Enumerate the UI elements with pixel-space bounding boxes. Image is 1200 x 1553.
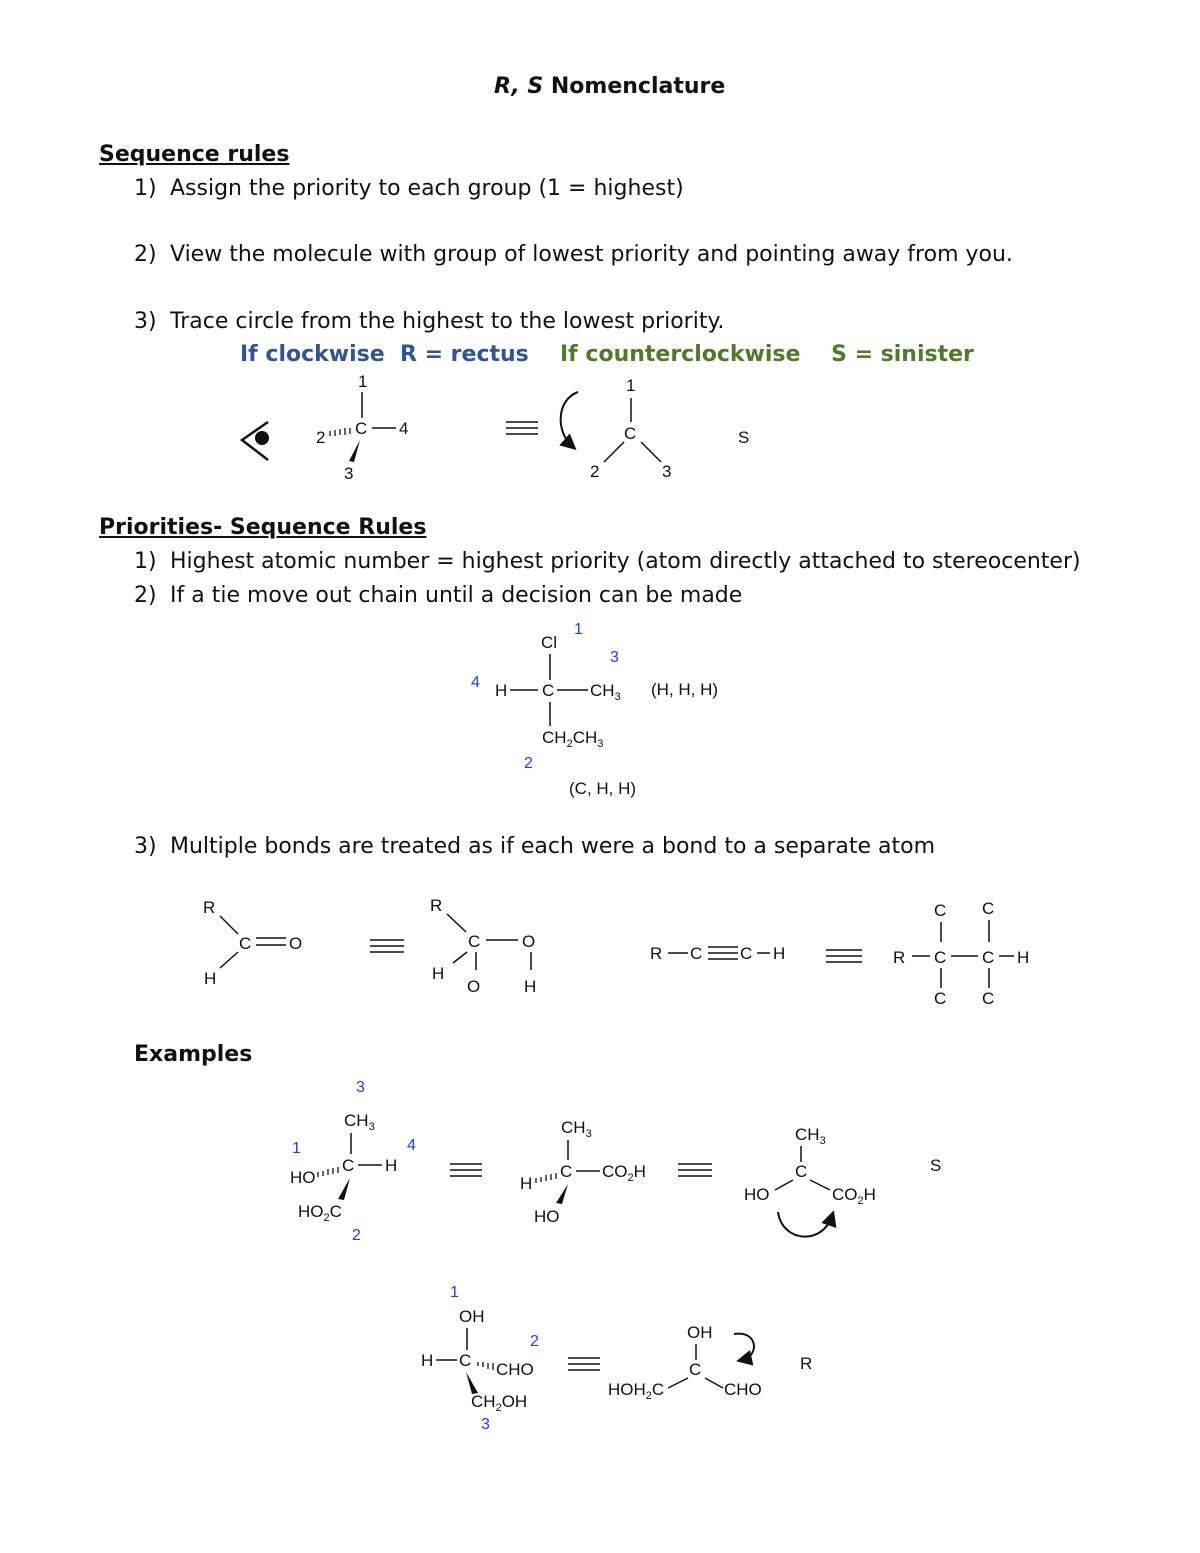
svg-text:R: R [650, 944, 663, 963]
svg-text:C: C [689, 1360, 702, 1379]
svg-text:H: H [421, 1351, 434, 1370]
svg-text:C: C [982, 948, 995, 967]
svg-text:C: C [934, 948, 947, 967]
svg-text:4: 4 [407, 1137, 416, 1154]
list-text: Highest atomic number = highest priority (atom directly attached to stereocenter) [170, 549, 1081, 574]
lactic-acid-wedge-structure [290, 1079, 416, 1244]
example-2-result-label: R [800, 1354, 813, 1373]
priority-example-structure [471, 621, 621, 772]
svg-text:H: H [432, 964, 445, 983]
svg-text:C: C [690, 944, 703, 963]
svg-text:CH3: $CH_3$ [795, 1125, 826, 1147]
clockwise-rule: If clockwise R = rectus [240, 342, 529, 367]
list-number: 1) [134, 549, 157, 574]
svg-text:H: H [520, 1174, 533, 1193]
sequence-rules-heading: Sequence rules [99, 142, 290, 167]
svg-text:CH3: $CH_3$ [590, 681, 621, 703]
counterclockwise-arrow-icon [561, 392, 578, 446]
svg-text:C: C [934, 989, 947, 1008]
svg-text:R: R [430, 896, 443, 915]
priorities-heading: Priorities- Sequence Rules [99, 515, 427, 540]
svg-text:H: H [385, 1156, 398, 1175]
svg-text:CH2CH3: $CH_2CH_3$ [542, 728, 604, 750]
equivalent-symbol [568, 1358, 600, 1370]
svg-text:CO2H: $CO_2H$ [602, 1162, 646, 1184]
svg-text:2: 2 [316, 428, 326, 447]
svg-text:R: R [203, 898, 216, 917]
examples-heading: Examples [134, 1042, 253, 1067]
svg-text:C: C [624, 424, 637, 443]
aldehyde-duplicated-structure [430, 896, 536, 996]
svg-text:2: 2 [530, 1333, 539, 1350]
svg-text:OH: OH [459, 1307, 485, 1326]
svg-text:O: O [522, 932, 536, 951]
svg-text:CH2OH: $CH_2OH$ [471, 1392, 528, 1414]
glyceraldehyde-wedge-structure [421, 1284, 539, 1433]
counterclockwise-rule: If counterclockwise S = sinister [560, 342, 974, 367]
svg-text:C: C [355, 419, 368, 438]
list-number: 2) [134, 583, 157, 608]
svg-text:4: 4 [471, 674, 480, 691]
svg-text:3: 3 [344, 464, 354, 483]
svg-text:C: C [740, 944, 753, 963]
svg-text:1: 1 [574, 621, 583, 638]
svg-text:H: H [204, 969, 217, 988]
svg-text:1: 1 [450, 1284, 459, 1301]
result-s-label: S [738, 428, 750, 447]
list-text: Assign the priority to each group (1 = highest) [170, 176, 684, 201]
clockwise-arrow-icon [734, 1334, 754, 1360]
svg-text:1: 1 [292, 1140, 301, 1157]
svg-text:4: 4 [399, 419, 409, 438]
svg-text:C: C [459, 1351, 472, 1370]
eye-icon [242, 422, 269, 460]
alkyne-structure [650, 944, 785, 963]
lactic-acid-flat-structure [744, 1125, 876, 1207]
svg-text:H: H [773, 944, 786, 963]
svg-text:CHO: CHO [496, 1360, 534, 1379]
svg-text:HOH2C: $HOH_2C$ [608, 1380, 665, 1402]
svg-text:1: 1 [626, 376, 636, 395]
list-number: 2) [134, 242, 157, 267]
svg-text:2: 2 [590, 462, 600, 481]
svg-text:C: C [982, 989, 995, 1008]
svg-text:2: 2 [524, 755, 533, 772]
page-title-italic: R, S [494, 74, 544, 99]
svg-text:CO2H: $CO_2H$ [832, 1185, 876, 1207]
svg-text:HO: HO [290, 1168, 316, 1187]
svg-text:3: 3 [481, 1416, 490, 1433]
equivalent-symbol [678, 1164, 712, 1176]
lactic-acid-rotated-structure [520, 1118, 646, 1226]
clockwise-arrow-icon [778, 1212, 832, 1237]
list-number: 3) [134, 834, 157, 859]
svg-text:C: C [560, 1162, 573, 1181]
list-text: Trace circle from the highest to the lowest priority. [170, 309, 725, 334]
svg-text:C: C [342, 1156, 355, 1175]
wedge-dash-structure-1 [316, 372, 408, 483]
svg-text:OH: OH [687, 1323, 713, 1342]
svg-text:H: H [495, 681, 508, 700]
page-title-rest: Nomenclature [543, 74, 726, 99]
list-text: View the molecule with group of lowest priority and pointing away from you. [170, 242, 1013, 267]
svg-text:C: C [542, 681, 555, 700]
svg-text:CH3: $CH_3$ [344, 1111, 375, 1133]
svg-text:HO2C: $HO_2C$ [298, 1202, 342, 1224]
svg-text:C: C [934, 901, 947, 920]
svg-text:C: C [468, 932, 481, 951]
svg-text:CHO: CHO [724, 1380, 762, 1399]
svg-text:HO: HO [744, 1185, 770, 1204]
svg-text:2: 2 [352, 1227, 361, 1244]
methyl-substituents-note: (H, H, H) [651, 680, 719, 699]
svg-text:R: R [893, 948, 906, 967]
svg-text:O: O [289, 934, 303, 953]
svg-text:HO: HO [534, 1207, 560, 1226]
list-text: Multiple bonds are treated as if each were a bond to a separate atom [170, 834, 935, 859]
svg-text:3: 3 [610, 649, 619, 666]
svg-text:O: O [467, 977, 481, 996]
equivalent-symbol [826, 950, 862, 962]
svg-text:1: 1 [358, 372, 368, 391]
svg-text:C: C [795, 1162, 808, 1181]
equivalent-symbol [506, 422, 538, 434]
glyceraldehyde-flat-structure [608, 1323, 762, 1402]
equivalent-symbol [370, 940, 404, 952]
list-number: 1) [134, 176, 157, 201]
svg-text:Cl: Cl [541, 633, 558, 652]
list-text: If a tie move out chain until a decision can be made [170, 583, 743, 608]
svg-text:3: 3 [662, 462, 672, 481]
svg-text:C: C [982, 899, 995, 918]
svg-text:C: C [239, 934, 252, 953]
svg-text:3: 3 [356, 1079, 365, 1096]
svg-text:H: H [524, 977, 537, 996]
aldehyde-structure [203, 898, 302, 988]
example-1-result-label: S [930, 1156, 942, 1175]
equivalent-symbol [450, 1164, 482, 1176]
ethyl-substituents-note: (C, H, H) [569, 779, 637, 798]
svg-text:H: H [1017, 948, 1030, 967]
svg-text:CH3: $CH_3$ [561, 1118, 592, 1140]
flat-structure-1 [590, 376, 671, 481]
list-number: 3) [134, 309, 157, 334]
alkyne-duplicated-structure [893, 899, 1029, 1008]
